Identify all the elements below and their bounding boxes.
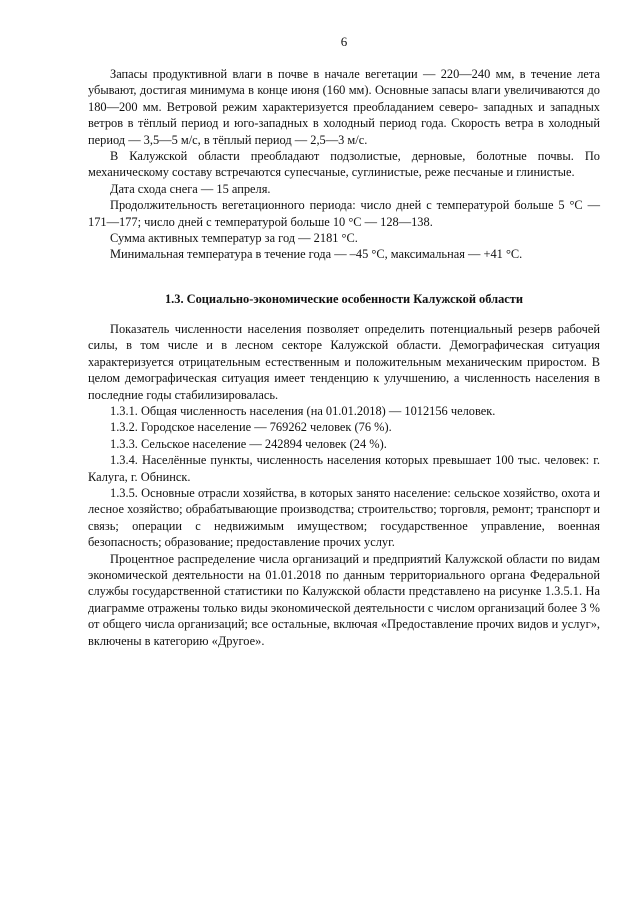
paragraph-moisture-wind: Запасы продуктивной влаги в почве в начале вегетации — 220—240 мм, в течение лета убывают, достигая минимума в конце июня (160 мм). Основные запасы влаги увеличиваются до 180—200 мм. Ветровой режим характеризуется преобладанием северо- западных и западных ветров в тёплый период и юго-западных в холодный период года. Скорость ветра в холодный период — 3,5—5 м/с, в тёплый период — 2,5—3 м/с. — [88, 67, 600, 147]
paragraph-main-industries: 1.3.5. Основные отрасли хозяйства, в которых занято население: сельское хозяйство, охота и лесное хозяйство; обрабатывающие производства; строительство; торговля, ремонт; транспорт и связь; операции с недвижимым имуществом; государственное управление, военная безопасность; образование; предоставление прочих услуг. — [88, 485, 600, 550]
paragraph-total-population: 1.3.1. Общая численность населения (на 01.01.2018) — 1012156 человек. — [110, 403, 496, 418]
paragraph-urban-population: 1.3.2. Городское население — 769262 человек (76 %). — [110, 420, 392, 435]
paragraph-large-settlements: 1.3.4. Населённые пункты, численность населения которых превышает 100 тыс. человек: г. Калуга, г. Обнинск. — [88, 453, 600, 484]
page-number: 6 — [340, 34, 348, 49]
paragraph-snow-melt-date: Дата схода снега — 15 апреля. — [110, 181, 271, 196]
paragraph-rural-population: 1.3.3. Сельское население — 242894 человек (24 %). — [110, 436, 387, 451]
paragraph-vegetation-period: Продолжительность вегетационного периода: число дней с температурой больше 5 °С — 171—177; число дней с температурой больше 10 °С — 128—138. — [88, 198, 600, 229]
paragraph-soils: В Калужской области преобладают подзолистые, дерновые, болотные почвы. По механическому составу встречаются супесчаные, суглинистые, реже песчаные и глинистые. — [88, 149, 600, 180]
paragraph-active-temperatures: Сумма активных температур за год — 2181 °С. — [110, 231, 358, 246]
paragraph-organizations-distribution: Процентное распределение числа организаций и предприятий Калужской области по видам экономической деятельности на 01.01.2018 по данным территориального органа Федеральной службы государственной статистики по Калужской области представлено на рисунке 1.3.5.1. На диаграмме отражены только виды экономической деятельности с числом организаций более 3 % от общего числа организаций; все остальные, включая «Предоставление прочих видов и услуг», включены в категорию «Другое». — [88, 551, 600, 648]
section-heading: 1.3. Социально-экономические особенности Калужской области — [164, 291, 524, 306]
paragraph-population-overview: Показатель численности населения позволяет определить потенциальный резерв рабочей силы, в том числе и в лесном секторе Калужской области. Демографическая ситуация характеризуется отрицательным естественным и положительным механическим приростом. В целом демографическая ситуация имеет тенденцию к улучшению, а численность населения в последние годы стабилизировалась. — [88, 321, 600, 402]
paragraph-temperature-extremes: Минимальная температура в течение года — –45 °С, максимальная — +41 °С. — [110, 247, 523, 262]
document-page — [88, 34, 600, 649]
